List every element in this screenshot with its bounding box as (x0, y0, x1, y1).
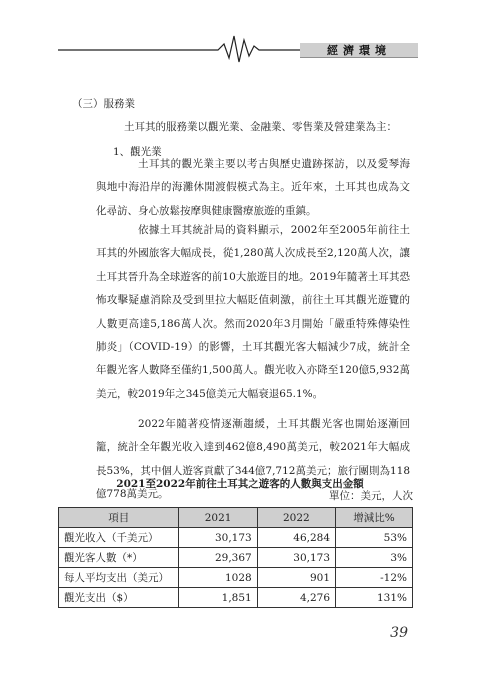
table-row (59, 568, 413, 588)
table-cell: -12% (336, 568, 413, 588)
column-header: 2021 (179, 508, 257, 528)
table-title: 2021至2022年前往土耳其之遊客的人數與支出金額 (116, 478, 364, 490)
table-cell: 30,173 (257, 548, 335, 568)
section-intro: 土耳其的服務業以觀光業、金融業、零售業及營建業為主： (124, 121, 397, 133)
paragraph-2: 依據土耳其統計局的資料顯示，2002年至2005年前往土耳其的外國旅客大幅成長，從1,280萬人次成長至2,120萬人次，讓土耳其晉升為全球遊客的前10大旅遊目的地。2019年隨著土耳其恐怖攻擊疑慮消除及受到里拉大幅貶值刺激，前往土耳其觀光遊覽的人數更高達5,186萬人次。然而2020年3月開始「嚴重特殊傳染性肺炎」（COVID-19）的影響，土耳其觀光客大幅減少7成，統計全年觀光客人數降至僅約1,500萬人。觀光收入亦降至120億5,932萬美元，較2019年之345億美元大幅衰退65.1%。 (96, 224, 410, 400)
column-header: 增減比% (336, 508, 413, 528)
paragraph-1: 土耳其的觀光業主要以考古與歷史遺跡探訪，以及愛琴海與地中海沿岸的海灘休閒渡假模式為主。近年來，土耳其也成為文化尋訪、身心放鬆按摩與健康醫療旅遊的重鎮。 (96, 158, 410, 217)
header-section-title: 經濟環境 (300, 43, 418, 57)
row-label: 觀光支出（$） (59, 588, 179, 608)
table-cell: 3% (336, 548, 413, 568)
table-cell: 131% (336, 588, 413, 608)
table-cell: 46,284 (257, 528, 335, 548)
paragraph-3: 2022年隨著疫情逐漸趨緩，土耳其觀光客也開始逐漸回籠，統計全年觀光收入達到462億8,490萬美元，較2021年大幅成長53%，其中個人遊客貢獻了344億7,712萬美元；旅行團則為118億778萬美元。 (96, 418, 410, 501)
table-header-row (59, 508, 413, 528)
subsection-heading: 1、觀光業 (113, 146, 162, 158)
table-cell: 53% (336, 528, 413, 548)
table-cell: 901 (257, 568, 335, 588)
table-unit: 單位：美元，人次 (329, 490, 413, 502)
table-row (59, 548, 413, 568)
table-cell: 4,276 (257, 588, 335, 608)
table-cell: 1028 (179, 568, 257, 588)
tourism-table (58, 507, 413, 608)
table-cell: 29,367 (179, 548, 257, 568)
row-label: 觀光收入（千美元） (59, 528, 179, 548)
column-header: 項目 (59, 508, 179, 528)
column-header: 2022 (257, 508, 335, 528)
header-pulse-line (0, 0, 480, 70)
table-row (59, 588, 413, 608)
section-heading: （三）服務業 (72, 98, 135, 110)
page-number: 39 (390, 625, 408, 641)
table-cell: 1,851 (179, 588, 257, 608)
table-row (59, 528, 413, 548)
table-cell: 30,173 (179, 528, 257, 548)
row-label: 每人平均支出（美元） (59, 568, 179, 588)
row-label: 觀光客人數（*） (59, 548, 179, 568)
